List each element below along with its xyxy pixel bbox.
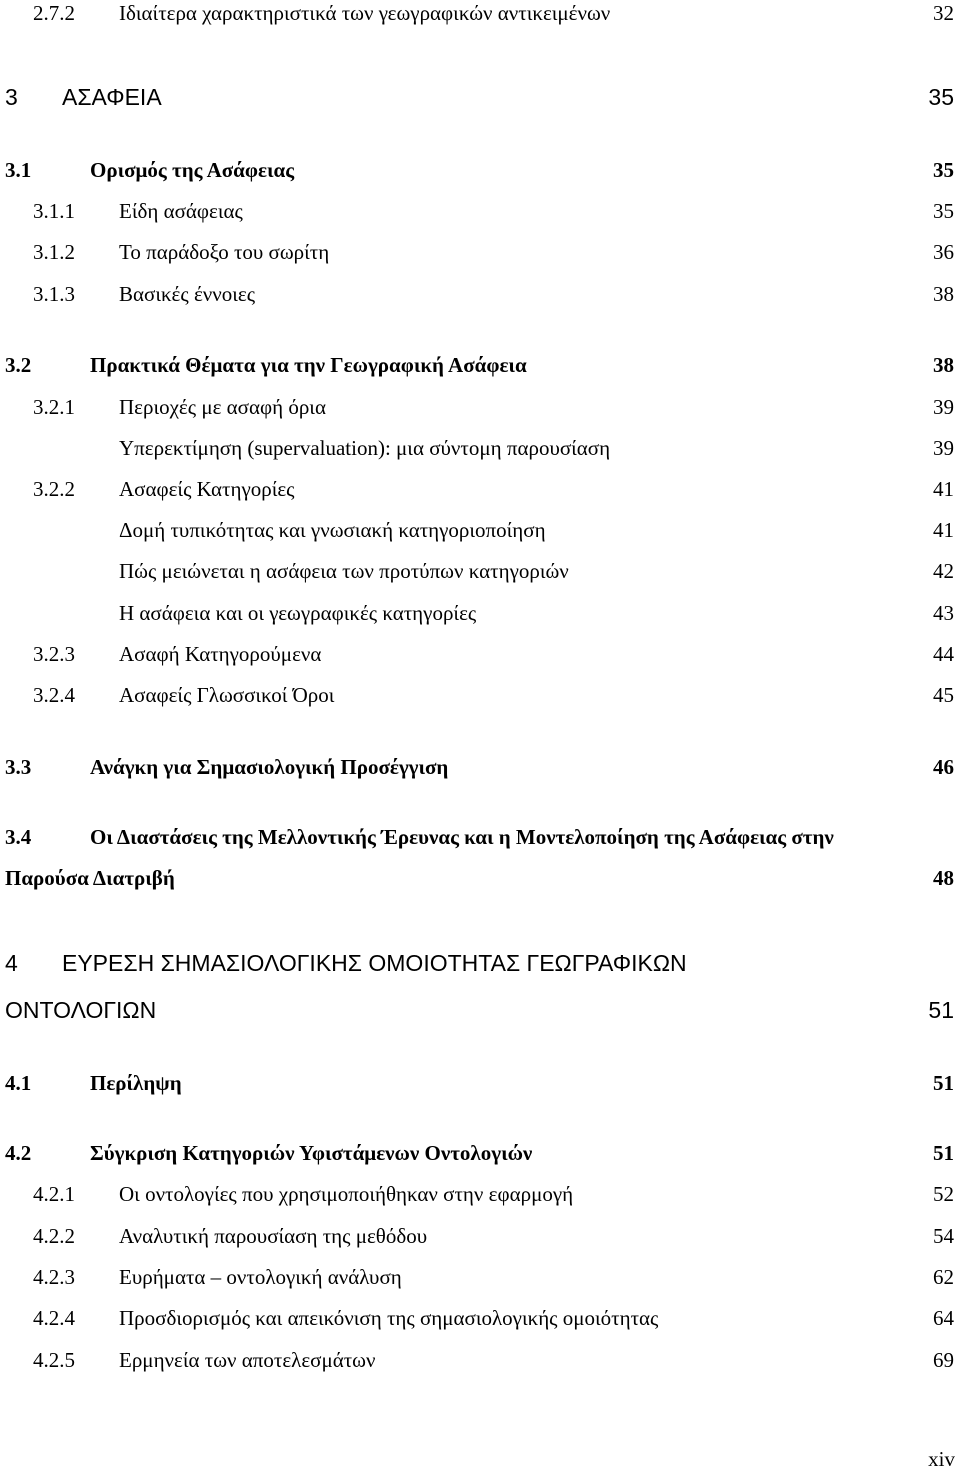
toc-entry-page: 38 [933,353,954,377]
toc-entry-number: 4.2 [5,1141,32,1165]
toc-entry-number: 4 [5,950,18,976]
toc-entry-page: 35 [928,84,954,110]
toc-entry-page: 69 [933,1348,954,1372]
toc-entry-number: 3.1.1 [33,199,75,223]
toc-entry-title: Πρακτικά Θέματα για την Γεωγραφική Ασάφεια [90,353,527,377]
toc-entry-number: 3.3 [5,755,32,779]
toc-chapter[interactable] [0,946,960,980]
toc-entry-title: ΕΥΡΕΣΗ ΣΗΜΑΣΙΟΛΟΓΙΚΗΣ ΟΜΟΙΟΤΗΤΑΣ ΓΕΩΓΡΑΦΙΚΩΝ [62,950,687,976]
toc-entry-title: Η ασάφεια και οι γεωγραφικές κατηγορίες [119,601,477,625]
toc-entry-number: 3.2.4 [33,683,75,707]
toc-entry[interactable] [0,554,960,588]
toc-section[interactable] [0,750,960,784]
toc-entry-page: 41 [933,518,954,542]
toc-entry-page: 43 [933,601,954,625]
toc-entry[interactable] [0,277,960,311]
toc-entry-title: Περιοχές με ασαφή όρια [119,395,326,419]
toc-entry-title: Αναλυτική παρουσίαση της μεθόδου [119,1224,428,1248]
toc-entry-page: 41 [933,477,954,501]
toc-entry-title: Το παράδοξο του σωρίτη [119,240,330,264]
toc-entry-title: Ασαφή Κατηγορούμενα [119,642,322,666]
toc-entry-number: 3.2.1 [33,395,75,419]
toc-entry-page: 35 [933,158,954,182]
toc-entry-page: 51 [928,997,954,1023]
toc-entry-title: Οι Διαστάσεις της Μελλοντικής Έρευνας και η Μοντελοποίηση της Ασάφειας στην [90,825,834,849]
toc-entry-page: 54 [933,1224,954,1248]
toc-entry-title: Παρούσα Διατριβή [5,866,175,890]
toc-entry-number: 3 [5,84,18,110]
toc-section[interactable] [0,820,960,854]
toc-entry[interactable] [0,431,960,465]
toc-entry-page: 35 [933,199,954,223]
toc-entry-number: 3.2.3 [33,642,75,666]
toc-entry-title: Ευρήματα – οντολογική ανάλυση [119,1265,402,1289]
toc-entry-number: 4.2.4 [33,1306,75,1330]
toc-entry-title: Υπερεκτίμηση (supervaluation): μια σύντομη παρουσίαση [119,436,611,460]
toc-entry-title: Περίληψη [90,1071,182,1095]
page-number: xiv [928,1447,955,1471]
toc-entry-title: Δομή τυπικότητας και γνωσιακή κατηγοριοποίηση [119,518,546,542]
toc-entry-title: Σύγκριση Κατηγοριών Υφιστάμενων Οντολογιών [90,1141,533,1165]
toc-entry-title: Ορισμός της Ασάφειας [90,158,295,182]
toc-entry-title: Ερμηνεία των αποτελεσμάτων [119,1348,376,1372]
toc-entry-page: 48 [933,866,954,890]
toc-entry-page: 42 [933,559,954,583]
toc-entry[interactable] [0,596,960,630]
toc-entry-page: 62 [933,1265,954,1289]
toc-entry[interactable] [0,1177,960,1211]
toc-entry[interactable] [0,472,960,506]
toc-entry-title: ΑΣΑΦΕΙΑ [62,84,162,110]
toc-entry-title: Πώς μειώνεται η ασάφεια των προτύπων κατηγοριών [119,559,569,583]
toc-entry-page: 36 [933,240,954,264]
toc-entry-page: 39 [933,436,954,460]
toc-entry[interactable] [0,390,960,424]
toc-entry-number: 4.2.1 [33,1182,75,1206]
toc-entry[interactable] [0,1301,960,1335]
toc-entry-number: 2.7.2 [33,1,75,25]
toc-entry[interactable] [0,1219,960,1253]
toc-entry[interactable] [0,235,960,269]
toc-entry-title: Είδη ασάφειας [119,199,243,223]
toc-entry-number: 3.1.3 [33,282,75,306]
toc-entry-number: 3.1 [5,158,32,182]
toc-entry[interactable] [0,0,960,30]
toc-entry-title: Ασαφείς Κατηγορίες [119,477,295,501]
toc-entry[interactable] [0,513,960,547]
toc-entry-page: 38 [933,282,954,306]
toc-entry[interactable] [0,1260,960,1294]
toc-section[interactable] [0,1136,960,1170]
toc-entry-number: 4.2.2 [33,1224,75,1248]
toc-entry-title: Ανάγκη για Σημασιολογική Προσέγγιση [90,755,449,779]
toc-entry-title: Οι οντολογίες που χρησιμοποιήθηκαν στην εφαρμογή [119,1182,574,1206]
toc-entry-title: Ιδιαίτερα χαρακτηριστικά των γεωγραφικών αντικειμένων [119,1,611,25]
toc-entry-page: 52 [933,1182,954,1206]
toc-entry[interactable] [0,637,960,671]
toc-entry-number: 4.1 [5,1071,32,1095]
toc-entry-title: Ασαφείς Γλωσσικοί Όροι [119,683,335,707]
toc-section[interactable] [0,1066,960,1100]
toc-entry-page: 45 [933,683,954,707]
toc-entry-title: ΟΝΤΟΛΟΓΙΩΝ [5,997,157,1023]
toc-entry-number: 3.2 [5,353,32,377]
toc-chapter-continuation[interactable] [0,993,960,1027]
toc-entry-page: 51 [933,1071,954,1095]
toc-entry-title: Βασικές έννοιες [119,282,256,306]
toc-entry-page: 32 [933,1,954,25]
toc-entry-page: 64 [933,1306,954,1330]
toc-entry-page: 51 [933,1141,954,1165]
toc-entry-number: 4.2.3 [33,1265,75,1289]
toc-entry-number: 3.2.2 [33,477,75,501]
toc-chapter[interactable] [0,80,960,114]
toc-entry-number: 3.4 [5,825,32,849]
toc-entry-number: 3.1.2 [33,240,75,264]
toc-entry-page: 46 [933,755,954,779]
toc-entry[interactable] [0,194,960,228]
toc-section-continuation[interactable] [0,861,960,895]
toc-entry[interactable] [0,1343,960,1377]
toc-entry-page: 44 [933,642,954,666]
toc-section[interactable] [0,153,960,187]
toc-entry-page: 39 [933,395,954,419]
toc-section[interactable] [0,348,960,382]
toc-entry[interactable] [0,678,960,712]
toc-entry-title: Προσδιορισμός και απεικόνιση της σημασιολογικής ομοιότητας [119,1306,659,1330]
toc-entry-number: 4.2.5 [33,1348,75,1372]
